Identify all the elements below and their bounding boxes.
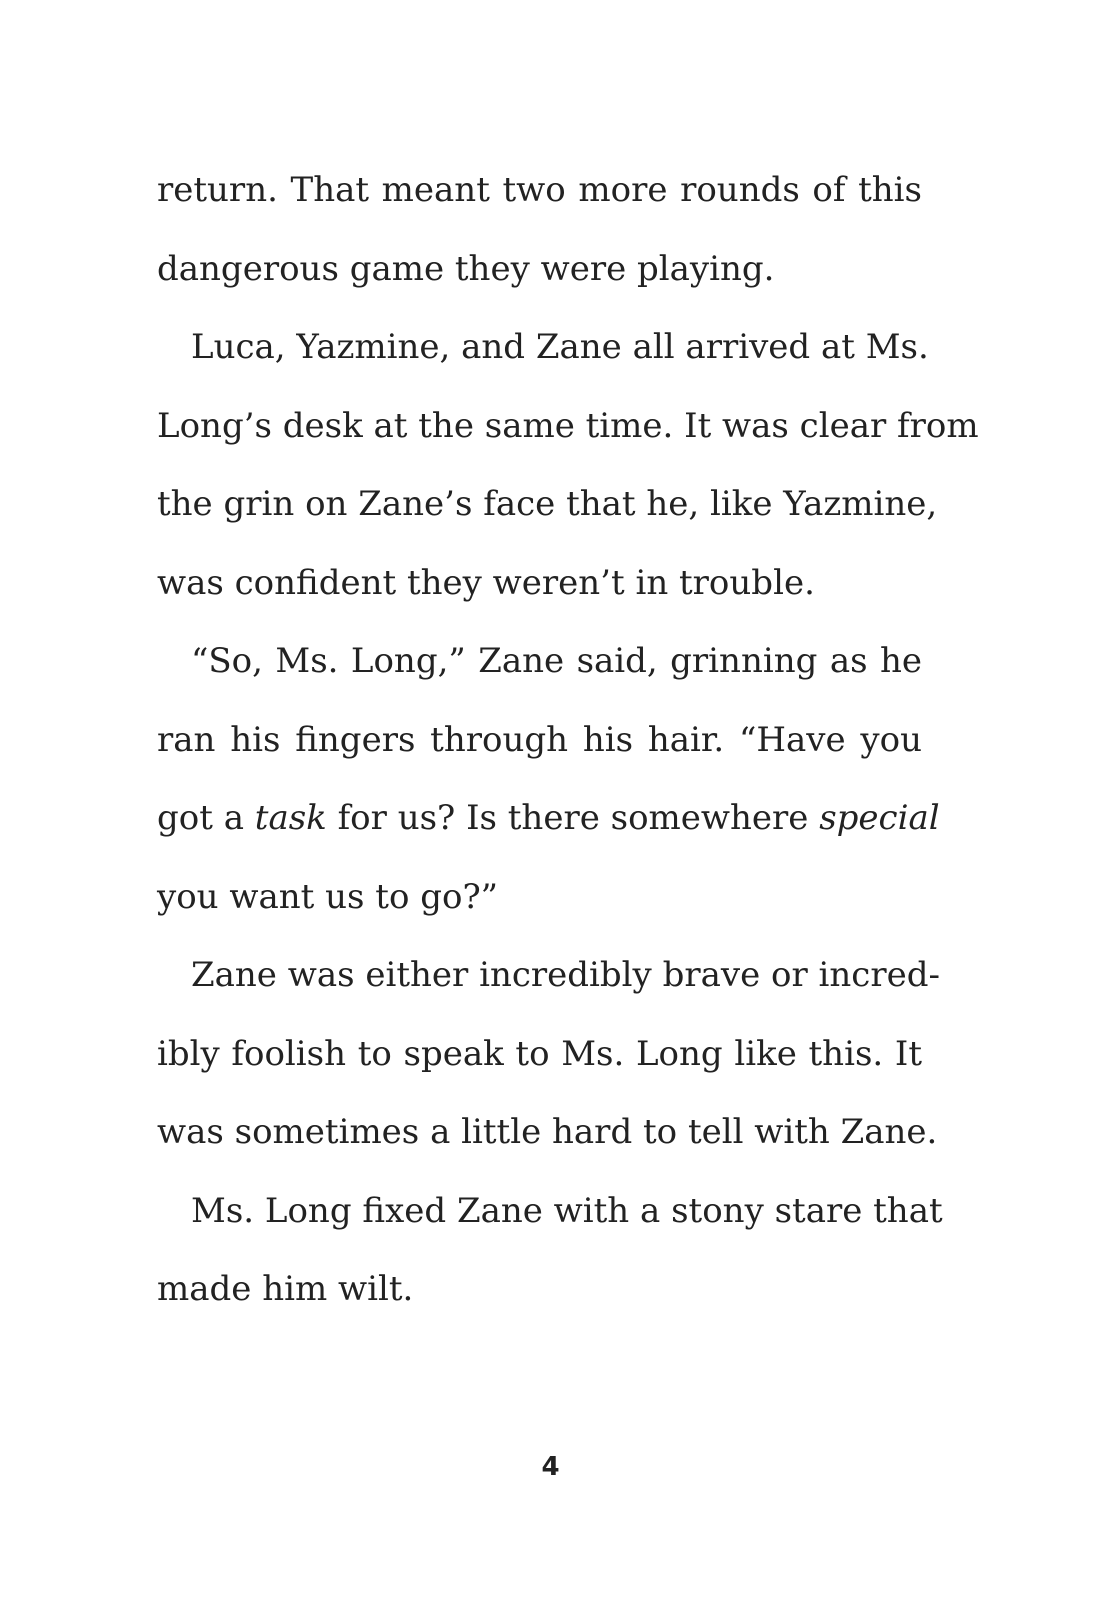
text-line: Ms. Long fixed Zane with a stony stare that [191,1190,943,1231]
text-line: was sometimes a little hard to tell with Zane. [157,1112,938,1152]
text-line: made him wilt. [157,1269,414,1309]
text-line: “So, Ms. Long,” Zane said, grinning as he [191,641,922,681]
italic-word: special [819,798,940,838]
text-line: return. That meant two more rounds of this [157,170,922,210]
italic-word: task [254,798,327,838]
text-line: Zane was either incredibly brave or incred- [191,955,940,995]
text-line: ran his fingers through his hair. “Have you [157,719,922,760]
page-number: 4 [541,1452,560,1482]
text-line: Luca, Yazmine, and Zane all arrived at Ms. [191,327,929,367]
text-line: you want us to go?” [157,876,499,917]
text-line: was confident they weren’t in trouble. [157,562,815,603]
text-line: ibly foolish to speak to Ms. Long like this. It [157,1033,922,1074]
text-line: got a task for us? Is there somewhere special [157,798,940,838]
page-body [157,161,979,1339]
text-line: the grin on Zane’s face that he, like Yazmine, [157,484,938,524]
text-line: Long’s desk at the same time. It was clear from [157,405,979,446]
text-line: dangerous game they were playing. [157,248,775,289]
